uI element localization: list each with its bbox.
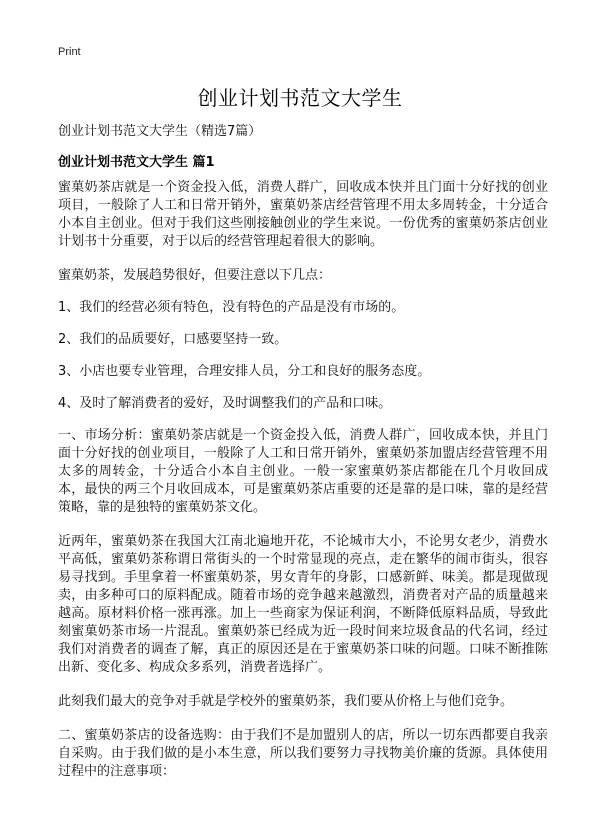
document-title: 创业计划书范文大学生 [197,86,403,110]
document-body [58,179,548,797]
section-heading: 创业计划书范文大学生 篇1 [58,155,215,170]
document-subtitle: 创业计划书范文大学生（精选7篇） [58,124,262,139]
list-item-1: 1、我们的经营必须有特色，没有特色的产品是没有市场的。 [58,300,405,315]
print-label: Print [58,46,81,58]
paragraph-equipment: 二、蜜菓奶茶店的设备选购：由于我们不是加盟别人的店，所以一切东西都要自我亲自采购。由于我们做的是小本生意，所以我们要努力寻找物美价廉的货源。具体使用过程中的注意事项： [58,728,548,779]
paragraph-trend: 蜜菓奶茶，发展趋势很好，但要注意以下几点： [58,268,332,283]
list-item-2: 2、我们的品质要好，口感要坚持一致。 [58,332,288,347]
paragraph-market-analysis: 一、市场分析：蜜菓奶茶店就是一个资金投入低，消费人群广，回收成本快，并且门面十分好找的创业项目，一般除了人工和日常开销外，蜜菓奶茶加盟店经营管理不用太多的周转金，十分适合小本自主创业。一般一家蜜菓奶茶店都能在几个月收回成本，最快的两三个月收回成本，可是蜜菓奶茶店重要的还是靠的是口味，靠的是经营策略，靠的是独特的蜜菓奶茶文化。 [58,428,548,515]
list-item-4: 4、及时了解消费者的爱好，及时调整我们的产品和口味。 [58,396,392,411]
list-item-3: 3、小店也要专业管理，合理安排人员，分工和良好的服务态度。 [58,364,431,379]
paragraph-intro: 蜜菓奶茶店就是一个资金投入低，消费人群广，回收成本快并且门面十分好找的创业项目，一般除了人工和日常开销外，蜜菓奶茶店经营管理不用太多周转金，十分适合小本自主创业。但对于我们这些刚接触创业的学生来说。一份优秀的蜜菓奶茶店创业计划书十分重要，对于以后的经营管理起着很大的影响。 [58,180,548,249]
paragraph-recent-years: 近两年，蜜菓奶茶在我国大江南北遍地开花，不论城市大小，不论男女老少，消费水平高低，蜜菓奶茶称谓日常街头的一个时常显现的亮点，走在繁华的闹市街头，很容易寻找到。手里拿着一杯蜜菓奶茶，男女青年的身影，口感新鲜、味美。都是现做现卖，由多种可口的原料配成。随着市场的竞争越来越激烈，消费者对产品的质量越来越高。原材料价格一涨再涨。加上一些商家为保证利润，不断降低原料品质，导致此刻蜜菓奶茶市场一片混乱。蜜菓奶茶已经成为近一段时间来垃圾食品的代名词，经过我们对消费者的调查了解，真正的原因还是在于蜜菓奶茶口味的问题。口味不断推陈出新、变化多、构成众多系列，消费者选择广。 [58,534,548,675]
paragraph-competitor: 此刻我们最大的竞争对手就是学校外的蜜菓奶茶，我们要从价格上与他们竞争。 [58,694,514,709]
